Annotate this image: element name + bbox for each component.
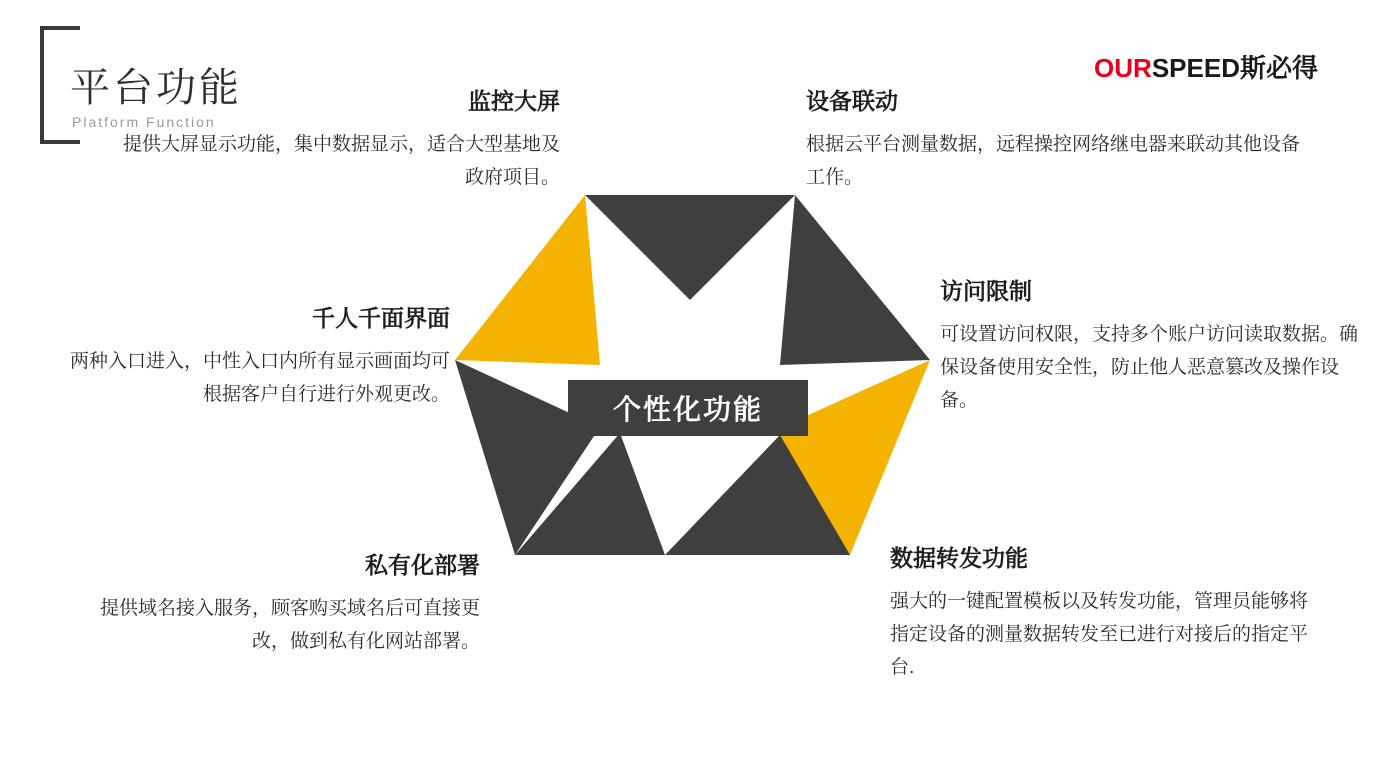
brand-logo-speed: SPEED xyxy=(1151,53,1240,83)
feature-monitor-body: 提供大屏显示功能，集中数据显示，适合大型基地及政府项目。 xyxy=(122,133,560,188)
brand-logo xyxy=(1094,48,1318,85)
feature-private xyxy=(90,552,480,658)
brand-logo-our: OUR xyxy=(1094,53,1152,83)
page-title: 平台功能 xyxy=(70,65,242,110)
feature-linkage-title: 设备联动 xyxy=(806,88,898,114)
star-petal-upper-right xyxy=(780,195,930,365)
feature-persona-body: 两种入口进入，中性入口内所有显示画面均可根据客户自行进行外观更改。 xyxy=(69,350,450,405)
feature-forward xyxy=(890,545,1310,684)
star-petal-upper-left xyxy=(455,195,600,365)
feature-private-body: 提供域名接入服务，顾客购买域名后可直接更改，做到私有化网站部署。 xyxy=(99,597,480,652)
feature-linkage xyxy=(806,88,1306,194)
feature-monitor-title: 监控大屏 xyxy=(468,88,560,114)
feature-linkage-body: 根据云平台测量数据，远程操控网络继电器来联动其他设备工作。 xyxy=(806,133,1301,188)
feature-persona-title: 千人千面界面 xyxy=(312,305,450,331)
star-petal-top xyxy=(585,195,795,300)
feature-monitor xyxy=(120,88,560,194)
feature-private-title: 私有化部署 xyxy=(365,552,480,578)
feature-access xyxy=(940,278,1360,417)
feature-forward-body: 强大的一键配置模板以及转发功能，管理员能够将指定设备的测量数据转发至已进行对接后的指定平台. xyxy=(890,590,1309,679)
feature-access-title: 访问限制 xyxy=(940,278,1032,304)
center-label: 个性化功能 xyxy=(568,380,808,436)
page-subtitle: Platform Function xyxy=(72,114,216,130)
feature-access-body: 可设置访问权限，支持多个账户访问读取数据。确保设备使用安全性，防止他人恶意篡改及操作设备。 xyxy=(940,323,1359,412)
feature-persona xyxy=(60,305,450,411)
feature-forward-title: 数据转发功能 xyxy=(890,545,1028,571)
star-diagram xyxy=(440,165,940,695)
brand-logo-cn: 斯必得 xyxy=(1239,53,1318,83)
